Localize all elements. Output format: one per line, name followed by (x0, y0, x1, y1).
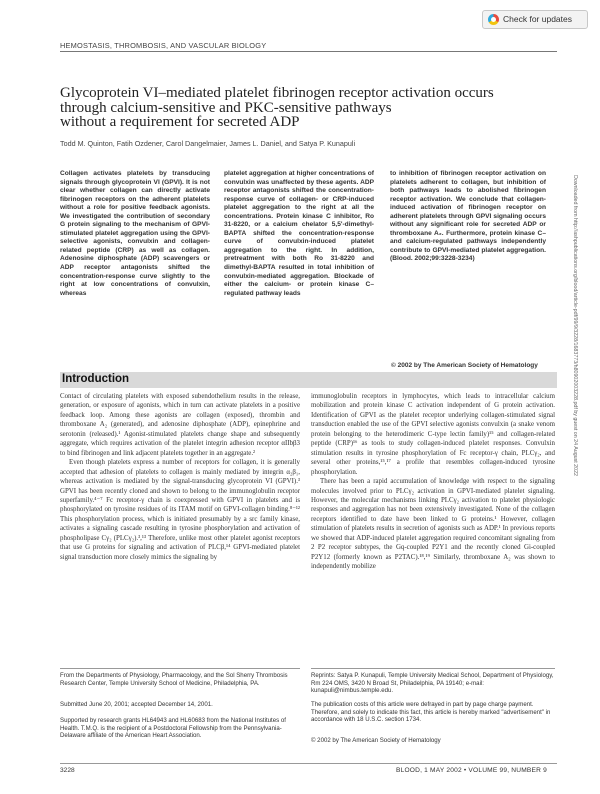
section-label: HEMOSTASIS, THROMBOSIS, AND VASCULAR BIOLOGY (60, 41, 267, 50)
title-line: Glycoprotein VI–mediated platelet fibrinogen receptor activation occurs (60, 85, 494, 101)
title-line: without a requirement for secreted ADP (60, 114, 300, 131)
dates-note: Submitted June 20, 2001; accepted December 14, 2001. (60, 701, 213, 708)
body-column-2 (311, 392, 555, 572)
copyright-note: © 2002 by The American Society of Hematology (311, 737, 441, 744)
charges-note: The publication costs of this article were defrayed in part by page charge payment. Therefore, and solely to indicate this fact, this article is hereby marked "advertisement" in accordance with 18 U.S.C. section 1734. (311, 701, 551, 724)
download-watermark (569, 175, 579, 485)
title-line: through calcium-sensitive and PKC-sensitive pathways (60, 99, 392, 116)
introduction-heading-band (60, 372, 557, 388)
paragraph: immunoglobulin receptors in lymphocytes, which leads to intracellular calcium mobilization and protein kinase C activation independent of G protein activation. Identification of GPVI as the platelet receptor underlying collagen-stimulated signal transduction enabled the use of the GPVI selective agonists convulxin (a snake venom protein belonging to the heterodimeric C-type lectin family)¹⁵ and collagen-related peptide (CRP)¹⁶ as tools to study collagen-induced platelet responses. Convulxin stimulation results in tyrosine phosphorylation of Fc receptor-γ chain, PLCγ₂, and several other proteins,¹⁵,¹⁷ a profile that resembles collagen-induced tyrosine phosphorylation. (311, 393, 555, 476)
body-column-1 (60, 392, 300, 562)
page-number: 3228 (60, 767, 75, 774)
introduction-heading: Introduction (62, 373, 130, 385)
journal-citation: BLOOD, 1 MAY 2002 • VOLUME 99, NUMBER 9 (396, 767, 547, 774)
footnote-rule (311, 668, 555, 669)
header-rule (60, 51, 557, 52)
paragraph: There has been a rapid accumulation of knowledge with respect to the signaling molecules involved prior to PLCγ₂ activation in GPVI-mediated platelet signaling. However, the molecular mechanisms linking PLCγ₂ activation to platelet physiologic responses and aggregation has not been extensively investigated. None of the collagen receptors identified to date have been linked to G proteins.¹ However, collagen stimulation of platelets results in secretion of agonists such as ADP.¹ In previous reports we showed that ADP-induced platelet aggregation required concomitant signaling from 2 P2 receptor subtypes, the Gq-coupled P2Y1 and the recently cloned Gi-coupled P2Y12 (formerly known as P2TAC).¹⁸,¹⁹ Similarly, thromboxane A₂ was shown to independently mobilize (311, 478, 555, 571)
check-for-updates-label: Check for updates (503, 14, 572, 24)
affiliation-note: From the Departments of Physiology, Pharmacology, and the Sol Sherry Thrombosis Research Center, Temple University School of Medicine, Philadelphia, PA. (60, 672, 288, 687)
download-note: Downloaded from http://ashpublications.org/blood/article-pdf/99/9/3228/1683773/h80902003228.pdf by guest on 24 August 2022 (572, 175, 578, 476)
footer-rule (60, 763, 557, 764)
abstract-copyright: © 2002 by The American Society of Hematology (391, 362, 538, 369)
author-list: Todd M. Quinton, Fatih Ozdener, Carol Dangelmaier, James L. Daniel, and Satya P. Kunapuli (60, 139, 356, 148)
abstract-column-3: to inhibition of fibrinogen receptor activation on platelets adherent to collagen, but inhibition of both pathways leads to abolished fibrinogen receptor activation. We conclude that collagen-induced activation of fibrinogen receptor on adherent platelets through GPVI signaling occurs without any significant role for secreted ADP or thromboxane A₂. Furthermore, protein kinase C– and calcium-regulated pathways independently contribute to GPVI-mediated platelet aggregation. (Blood. 2002;99:3228-3234) (390, 170, 546, 263)
paragraph: Even though platelets express a number of receptors for collagen, it is generally accepted that adhesion of platelets to collagen is mainly mediated by integrin α₂β₁, whereas activation is mediated by the signal-transducing glycoprotein VI (GPVI).³ GPVI has been recently cloned and shown to belong to the immunoglobulin receptor superfamily.⁴⁻⁷ Fc receptor-γ chain is coexpressed with GPVI in platelets and is phosphorylated on tyrosine residues of its ITAM motif on GPVI-collagen binding.⁸⁻¹² This phosphorylation process, which is initiated presumably by a src family kinase, activates a signaling cascade resulting in tyrosine phosphorylation and activation of phospholipase Cγ₂ (PLCγ₂).³,¹³ Therefore, unlike most other platelet agonist receptors that use G proteins for signaling and activation of PLCβ,¹⁴ GPVI-mediated platelet signal transduction more closely mimics the signaling by (60, 459, 300, 561)
abstract-column-1: Collagen activates platelets by transducing signals through glycoprotein VI (GPVI). It is not clear whether collagen can directly activate fibrinogen receptors on the adherent platelets without a role for positive feedback agonists. We investigated the contribution of secondary G protein signaling to the mechanism of GPVI-stimulated platelet aggregation using the GPVI-selective agonists, convulxin and collagen-related peptide (CRP) as well as collagen. Adenosine diphosphate (ADP) scavengers or ADP receptor antagonists shifted the concentration-response curve slightly to the right at low concentrations of convulxin, whereas (60, 170, 210, 297)
article-title (60, 86, 530, 130)
check-for-updates-button[interactable] (482, 10, 588, 29)
abstract-column-2: platelet aggregation at higher concentrations of convulxin was unaffected by these agents. ADP receptor antagonists shifted the concentration-response curve of collagen- or CRP-induced platelet aggregation to the right at all the concentrations. Protein kinase C inhibitor, Ro 31-8220, or a calcium chelator 5,5'-dimethyl-BAPTA shifted the concentration-response curve of convulxin-induced platelet aggregation to the right. In addition, pretreatment with both Ro 31-8220 and dimethyl-BAPTA resulted in total inhibition of convulxin-mediated aggregation. Blockade of either the calcium- or protein kinase C–regulated pathway leads (224, 170, 374, 297)
reprints-note: Reprints: Satya P. Kunapuli, Temple University Medical School, Department of Physiology, Rm 224 OMS, 3420 N Broad St, Philadelphia, PA 19140; e-mail: kunapuli@nimbus.temple.edu. (311, 672, 554, 695)
paragraph: Contact of circulating platelets with exposed subendothelium results in the release, generation, or exposure of agonists, which in turn can activate platelets in a positive feedback loop. Among these agonists are collagen (exposed), thrombin and thromboxane A₂ (generated), and adenosine diphosphate (ADP), epinephrine and serotonin (released).¹ Agonist-stimulated platelets change shape and subsequently aggregate, which requires activation of the platelet integrin adhesion receptor αIIbβ3 to bind fibrinogen and link adjacent platelets together in an aggregate.² (60, 393, 300, 457)
footnote-rule (60, 668, 300, 669)
crossmark-icon (488, 14, 499, 25)
support-note: Supported by research grants HL64943 and HL60683 from the National Institutes of Health. T.M.Q. is the recipient of a Postdoctoral Fellowship from the Pennsylvania-Delaware affiliate of the American Heart Association. (60, 717, 286, 740)
